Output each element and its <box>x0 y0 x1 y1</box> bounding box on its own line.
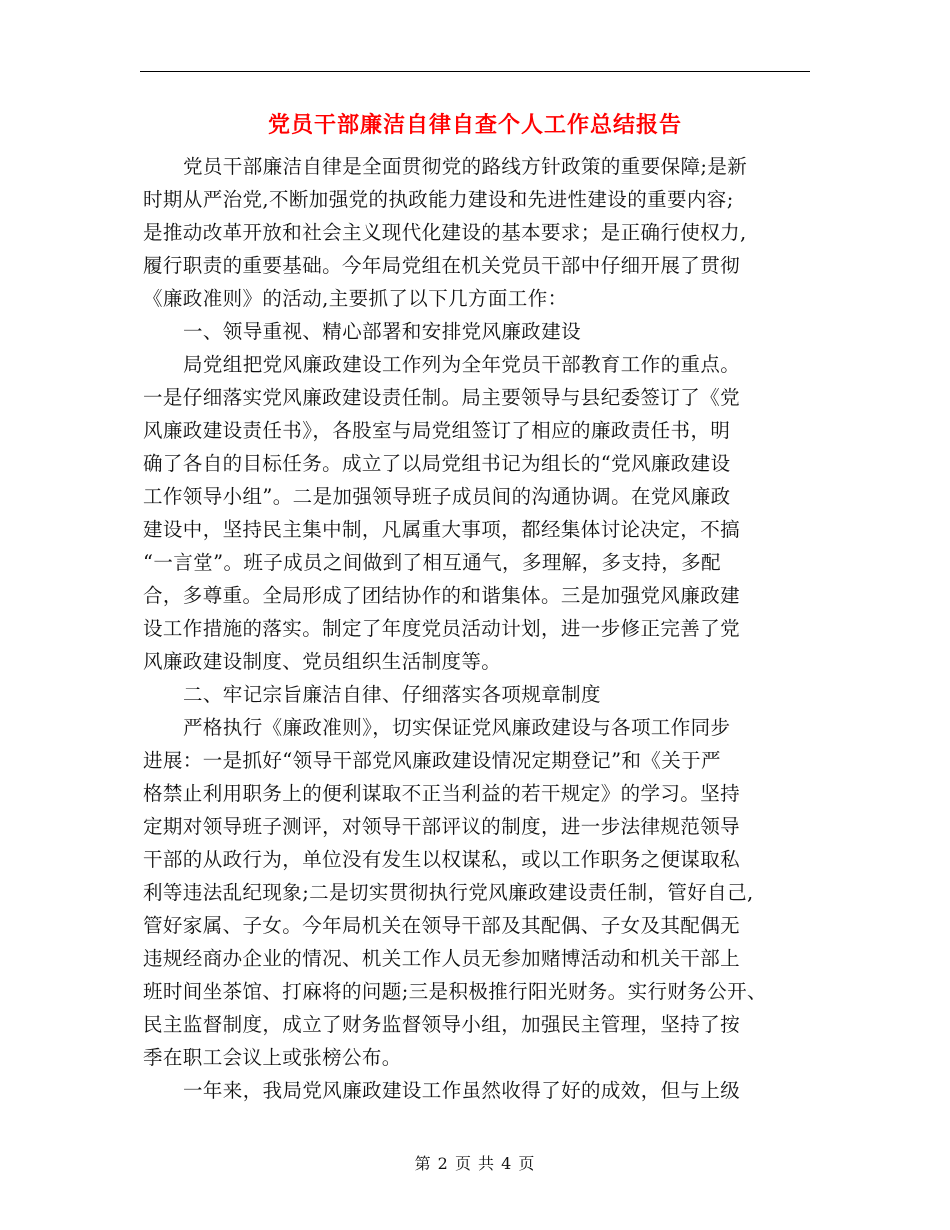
text-line: 季在职工会议上或张榜公布。 <box>143 1046 402 1069</box>
text-line: 是推动改革开放和社会主义现代化建设的基本要求；是正确行使权力, <box>143 221 747 244</box>
text-line: “一言堂”。班子成员之间做到了相互通气，多理解，多支持，多配 <box>143 551 721 574</box>
text-line: 建设中，坚持民主集中制，凡属重大事项，都经集体讨论决定，不搞 <box>143 518 741 541</box>
text-line: 一是仔细落实党风廉政建设责任制。局主要领导与县纪委签订了《党 <box>143 386 741 409</box>
document-title: 党员干部廉洁自律自查个人工作总结报告 <box>267 113 682 138</box>
text-line: 管好家属、子女。今年局机关在领导干部及其配偶、子女及其配偶无 <box>143 914 741 937</box>
text-line: 利等违法乱纪现象;二是切实贯彻执行党风廉政建设责任制，管好自己, <box>143 881 754 904</box>
text-line: 严格执行《廉政准则》，切实保证党风廉政建设与各项工作同步 <box>183 716 731 739</box>
text-line: 时期从严治党,不断加强党的执政能力建设和先进性建设的重要内容; <box>143 188 734 211</box>
text-line: 工作领导小组”。二是加强领导班子成员间的沟通协调。在党风廉政 <box>143 485 731 508</box>
text-line: 党员干部廉洁自律是全面贯彻党的路线方针政策的重要保障;是新 <box>183 155 748 178</box>
text-line: 格禁止利用职务上的便利谋取不正当利益的若干规定》的学习。坚持 <box>143 782 741 805</box>
text-line: 确了各自的目标任务。成立了以局党组书记为组长的“党风廉政建设 <box>143 452 731 475</box>
text-line: 履行职责的重要基础。今年局党组在机关党员干部中仔细开展了贯彻 <box>143 254 741 277</box>
text-line: 二、牢记宗旨廉洁自律、仔细落实各项规章制度 <box>183 683 601 706</box>
text-line: 《廉政准则》的活动,主要抓了以下几方面工作： <box>143 287 568 310</box>
text-line: 风廉政建设制度、党员组织生活制度等。 <box>143 650 502 673</box>
text-line: 设工作措施的落实。制定了年度党员活动计划，进一步修正完善了党 <box>143 617 741 640</box>
text-line: 违规经商办企业的情况、机关工作人员无参加赌博活动和机关干部上 <box>143 947 741 970</box>
page-footer: 第 2 页 共 4 页 <box>414 1154 536 1173</box>
text-line: 定期对领导班子测评，对领导干部评议的制度，进一步法律规范领导 <box>143 815 741 838</box>
text-line: 合，多尊重。全局形成了团结协作的和谐集体。三是加强党风廉政建 <box>143 584 741 607</box>
text-line: 一年来，我局党风廉政建设工作虽然收得了好的成效，但与上级 <box>183 1079 741 1102</box>
text-line: 民主监督制度，成立了财务监督领导小组，加强民主管理，坚持了按 <box>143 1013 741 1036</box>
text-line: 班时间坐茶馆、打麻将的问题;三是积极推行阳光财务。实行财务公开、 <box>143 980 767 1003</box>
text-line: 风廉政建设责任书》，各股室与局党组签订了相应的廉政责任书，明 <box>143 419 731 442</box>
text-line: 一、领导重视、精心部署和安排党风廉政建设 <box>183 320 582 343</box>
text-line: 进展：一是抓好“领导干部党风廉政建设情况定期登记”和《关于严 <box>143 749 721 772</box>
text-line: 局党组把党风廉政建设工作列为全年党员干部教育工作的重点。 <box>183 353 741 376</box>
document-body <box>143 150 813 1107</box>
header-rule <box>140 71 810 72</box>
text-line: 干部的从政行为，单位没有发生以权谋私，或以工作职务之便谋取私 <box>143 848 741 871</box>
